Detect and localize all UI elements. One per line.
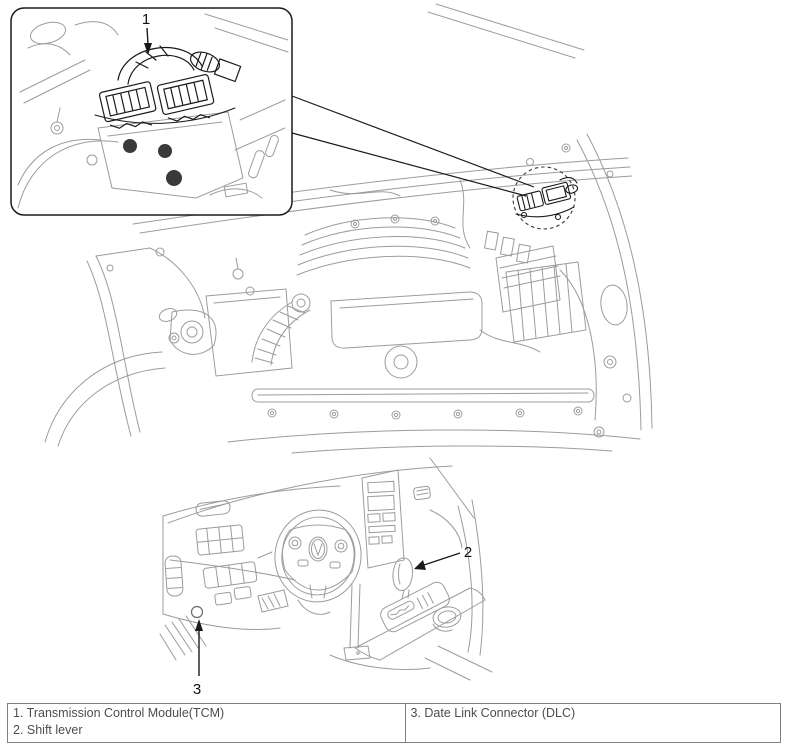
shift-lever: [393, 558, 413, 598]
legend-item-dlc: 3. Date Link Connector (DLC): [410, 706, 576, 720]
legend-item-shift-lever: 2. Shift lever: [13, 722, 83, 737]
shift-lever-arrow-shaft: [424, 553, 460, 565]
dashboard-illustration: [160, 458, 492, 680]
shift-lever-number-callout: [414, 544, 472, 570]
shift-lever-number-label: 2: [463, 544, 473, 561]
dlc-arrowhead: [195, 619, 203, 631]
tcm-number-label: 1: [141, 11, 151, 28]
center-console: [330, 580, 492, 680]
legend-row: [8, 704, 781, 743]
tcm-location-highlight: [513, 167, 580, 229]
callout-leader-lines: [292, 96, 534, 196]
leader-line-lower: [292, 133, 526, 196]
tcm-arrow-shaft: [147, 28, 148, 44]
tcm-callout-box: [11, 8, 292, 215]
leader-line-upper: [292, 96, 534, 187]
dlc-number-label: 3: [192, 681, 202, 698]
legend-table: [7, 703, 781, 743]
shift-lever-arrowhead: [414, 560, 426, 570]
dlc-number-callout: [193, 619, 203, 698]
legend-cell-right: [405, 704, 781, 743]
legend-cell-left: [8, 704, 406, 743]
legend-item-tcm: 1. Transmission Control Module(TCM): [13, 706, 225, 720]
dlc-circle: [192, 607, 203, 618]
